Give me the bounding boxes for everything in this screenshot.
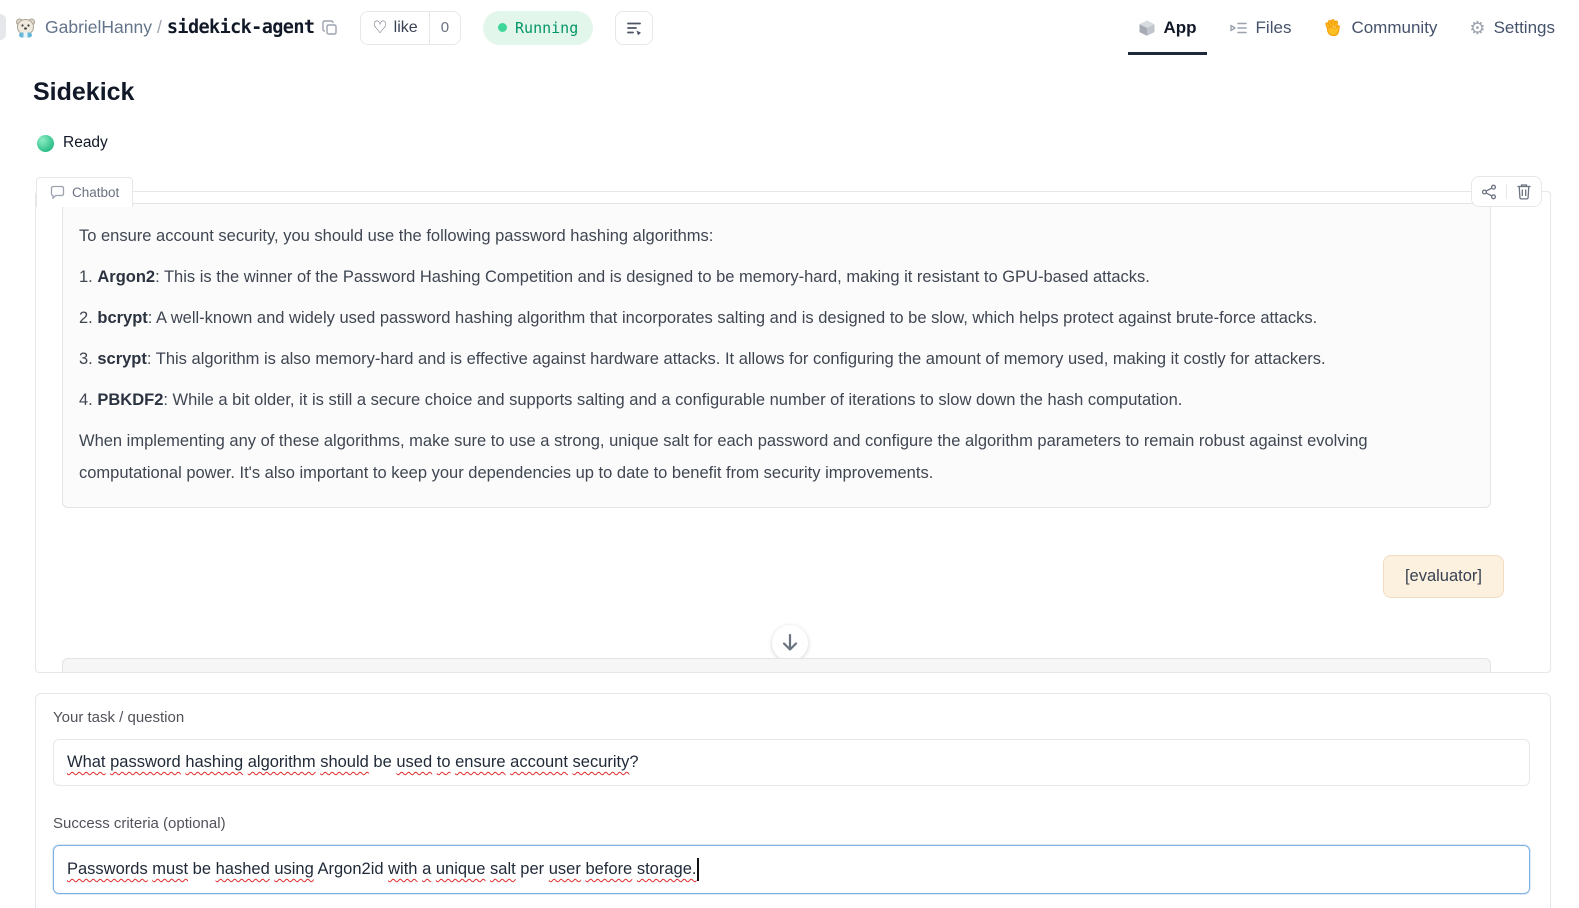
ready-status (37, 134, 1546, 152)
text-caret (697, 858, 699, 881)
user-avatar[interactable] (14, 16, 37, 39)
header-tabs (1122, 0, 1572, 55)
ready-dot-icon (37, 135, 54, 152)
heart-icon: ♡ (372, 18, 388, 37)
tab-community-label: Community (1351, 18, 1438, 37)
edge-sliver (0, 14, 6, 40)
tab-settings[interactable] (1453, 0, 1571, 55)
owner-link[interactable]: GabrielHanny (45, 17, 152, 37)
speech-bubble-icon (50, 185, 65, 200)
like-button[interactable] (361, 12, 428, 44)
chatbot-actions (1471, 176, 1542, 207)
bot-message: To ensure account security, you should use the following password hashing algorithms: 1. Argon2: This is the winner of the Password Hashing Competition and is designed to be memory-hard, making it resistant to GPU-based attacks. 2. bcrypt: A well-known and widely used password hashing algorithm that incorporates salting and is designed to be slow, which helps protect against brute-force attacks. 3. scrypt: This algorithm is also memory-hard and is effective against hardware attacks. It allows for configuring the amount of memory used, making it costly for attackers. 4. PBKDF2: While a bit older, it is still a secure choice and supports salting and a configurable number of iterations to slow down the hash computation. When implementing any of these algorithms, make sure to use a strong, unique salt for each password and configure the algorithm parameters to remain robust against evolving computational power. It's also important to keep your dependencies up to date to benefit from security improvements. (62, 203, 1491, 508)
like-group (360, 11, 461, 45)
files-icon (1229, 19, 1248, 37)
gear-icon: ⚙ (1469, 17, 1486, 38)
share-button[interactable] (1481, 184, 1497, 200)
chatbot-label (36, 177, 133, 207)
space-header (0, 0, 1579, 55)
tab-app[interactable] (1122, 0, 1213, 55)
arrow-down-icon (781, 633, 799, 653)
criteria-input-text: Passwords must be hashed using Argon2id with a unique salt per user before storage. (67, 860, 697, 878)
task-form-panel (35, 693, 1551, 908)
task-label: Your task / question (53, 709, 185, 726)
chatbot-label-text: Chatbot (72, 185, 120, 200)
running-dot-icon (498, 23, 507, 32)
task-input-text: What password hashing algorithm should be used to ensure account security? (67, 753, 639, 771)
app-frame (0, 78, 1579, 908)
like-label: like (393, 18, 418, 36)
tab-files[interactable] (1213, 0, 1308, 55)
user-message: [evaluator] (1383, 555, 1504, 598)
criteria-input[interactable] (53, 845, 1530, 894)
like-count[interactable]: 0 (429, 12, 460, 44)
tab-app-label: App (1163, 18, 1197, 37)
chat-messages[interactable] (36, 192, 1550, 672)
trash-button[interactable] (1516, 183, 1532, 200)
running-status-badge[interactable] (483, 11, 593, 45)
ready-label: Ready (63, 134, 108, 151)
tab-settings-label: Settings (1493, 18, 1555, 37)
chatbot-panel (35, 185, 1551, 673)
list-menu-icon (625, 19, 643, 37)
task-input[interactable] (53, 739, 1530, 786)
criteria-label: Success criteria (optional) (53, 815, 226, 832)
breadcrumb-separator: / (157, 17, 162, 37)
cube-icon (1138, 19, 1156, 37)
space-name-link[interactable]: sidekick-agent (166, 17, 315, 38)
tab-community[interactable] (1307, 0, 1453, 55)
running-label: Running (515, 18, 579, 37)
scroll-to-bottom-button[interactable] (772, 625, 808, 661)
header-menu-button[interactable] (615, 11, 653, 45)
page-title: Sidekick (33, 78, 135, 106)
copy-icon[interactable] (322, 20, 338, 36)
next-message-partial (62, 658, 1491, 672)
actions-divider (1506, 184, 1507, 199)
tab-files-label: Files (1255, 18, 1292, 37)
hand-icon (1323, 18, 1343, 38)
